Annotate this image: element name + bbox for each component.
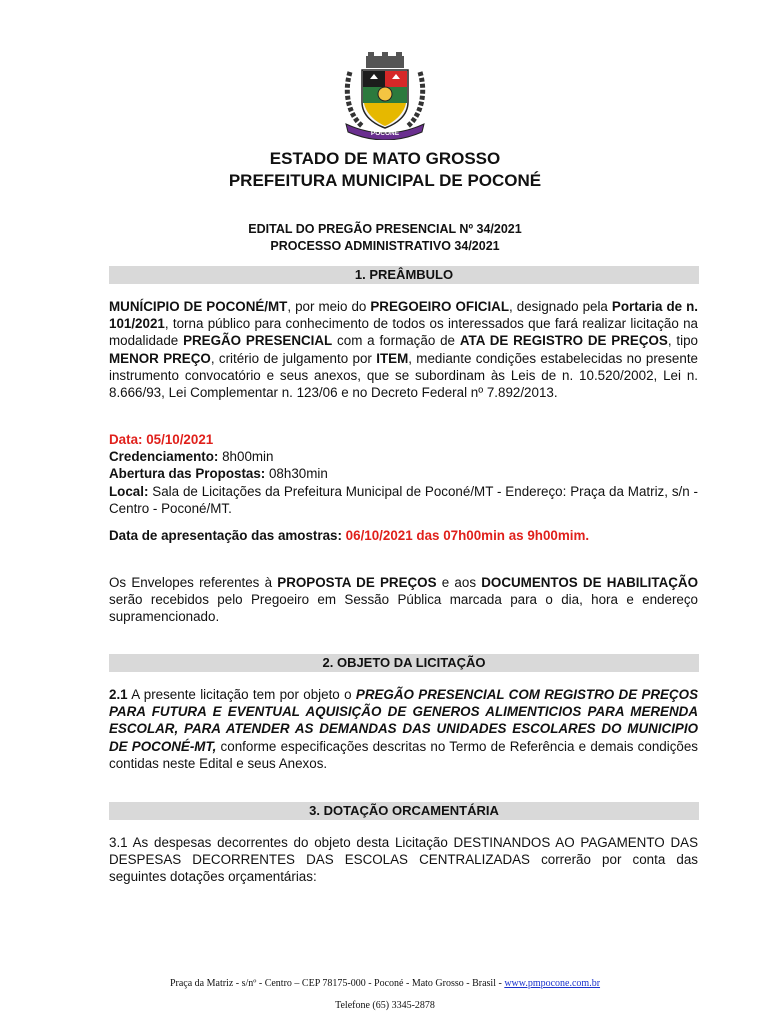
dotacao-paragraph: 3.1 As despesas decorrentes do objeto desta Licitação DESTINANDOS AO PAGAMENTO DAS DESPESAS DECORRENTES DAS ESCOLAS CENTRALIZADAS correrão por conta das seguintes dotações orçamentárias:: [109, 835, 698, 885]
crest-banner-text: POCONÉ: [370, 130, 400, 137]
footer-phone: Telefone (65) 3345-2878: [335, 1000, 435, 1011]
prefeitura-name: PREFEITURA MUNICIPAL DE POCONÉ: [228, 171, 542, 190]
abertura-line: Abertura das Propostas: 08h30min: [109, 466, 328, 482]
edital-title: EDITAL DO PREGÃO PRESENCIAL Nº 34/2021: [248, 222, 522, 236]
page-header: [0, 148, 770, 192]
amostras-line: Data de apresentação das amostras: 06/10/2021 das 07h00min as 9h00mim.: [109, 528, 590, 543]
coat-of-arms-icon: [342, 52, 428, 140]
website-link[interactable]: www.pmpocone.com.br: [504, 978, 601, 989]
local-line: Local: Sala de Licitações da Prefeitura Municipal de Poconé/MT - Endereço: Praça da Matriz, s/n - Centro - Poconé/MT.: [109, 483, 698, 516]
credenciamento-line: Credenciamento: 8h00min: [109, 449, 274, 465]
schedule-block: [109, 431, 698, 517]
section-heading-preambulo: 1. PREÂMBULO: [109, 266, 699, 284]
state-name: ESTADO DE MATO GROSSO: [269, 149, 501, 168]
session-date: Data: 05/10/2021: [109, 432, 214, 447]
footer-address: Praça da Matriz - s/nº - Centro – CEP 78175-000 - Poconé - Mato Grosso - Brasil - www.pmpocone.com.br: [169, 978, 601, 989]
section-heading-dotacao: 3. DOTAÇÃO ORCAMENTÁRIA: [109, 802, 699, 820]
edital-heading: [0, 221, 770, 255]
section-heading-objeto: 2. OBJETO DA LICITAÇÃO: [109, 654, 699, 672]
envelopes-paragraph: Os Envelopes referentes à PROPOSTA DE PREÇOS e aos DOCUMENTOS DE HABILITAÇÃO serão recebidos pelo Pregoeiro em Sessão Pública marcada para o dia, hora e endereço supramencionado.: [109, 575, 698, 625]
objeto-paragraph: 2.1 A presente licitação tem por objeto o PREGÃO PRESENCIAL COM REGISTRO DE PREÇOS PARA FUTURA E EVENTUAL AQUISIÇÃO DE GENEROS ALIMENTICIOS PARA MERENDA ESCOLAR, PARA ATENDER AS DEMANDAS DAS UNIDADES ESCOLARES DO MUNICIPIO DE POCONÉ-MT, conforme especificações descritas no Termo de Referência e demais condições contidas neste Edital e seus Anexos.: [109, 687, 699, 771]
processo-title: PROCESSO ADMINISTRATIVO 34/2021: [270, 239, 500, 253]
preambulo-paragraph: MUNÍCIPIO DE POCONÉ/MT, por meio do PREGOEIRO OFICIAL, designado pela Portaria de n. 101/2021, torna público para conhecimento de todos os interessados que fará realizar licitação na modalidade PREGÃO PRESENCIAL com a formação de ATA DE REGISTRO DE PREÇOS, tipo MENOR PREÇO, critério de julgamento por ITEM, mediante condições estabelecidas no presente instrumento convocatório e seus anexos, que se subordinam às Leis de n. 10.520/2002, Lei n. 8.666/93, Lei Complementar n. 123/06 e no Decreto Federal nº 7.892/2013.: [109, 299, 699, 401]
